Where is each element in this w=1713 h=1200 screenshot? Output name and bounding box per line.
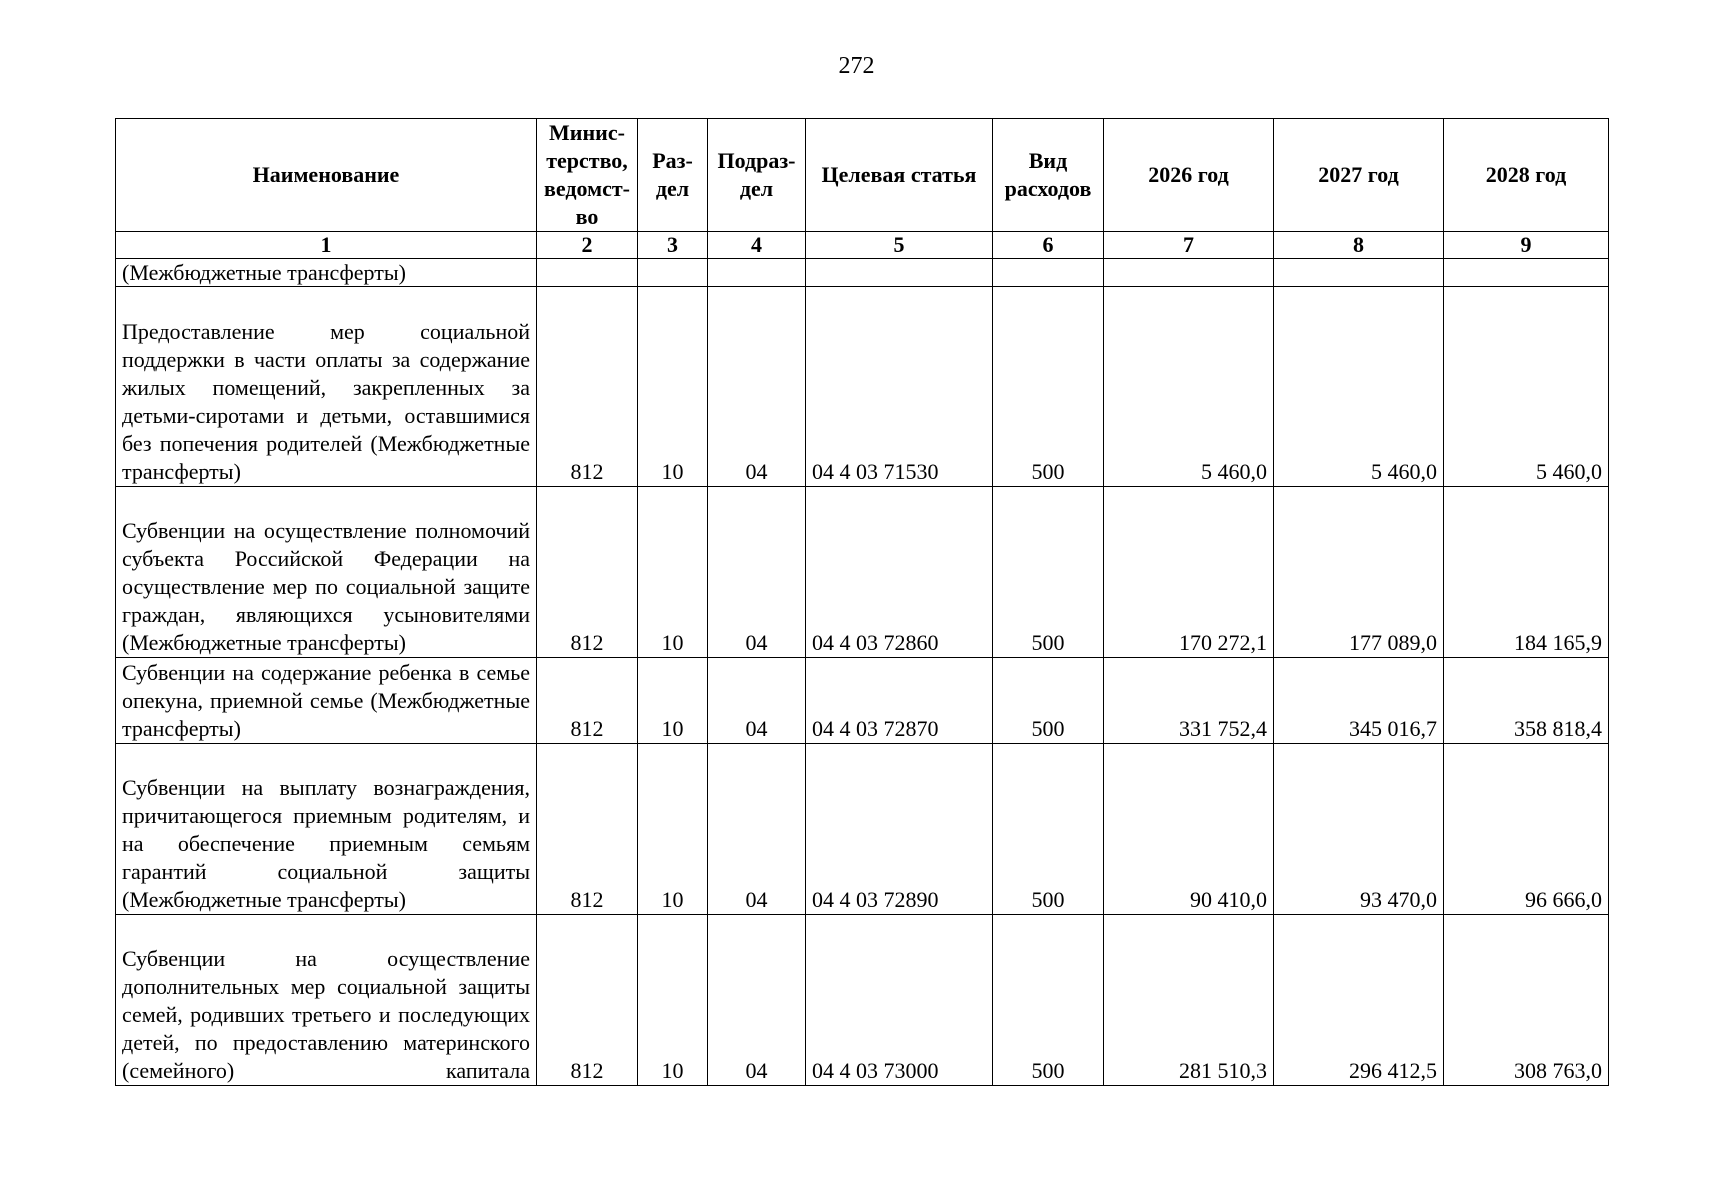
- row-value-2028: [1444, 259, 1609, 287]
- row-value-2026: 281 510,3: [1104, 915, 1274, 1086]
- row-ministry: 812: [537, 487, 638, 658]
- table-row: [116, 744, 1609, 915]
- header-expense-type: Вид расходов: [993, 119, 1104, 232]
- header-target-article: Целевая статья: [806, 119, 993, 232]
- row-subsection: 04: [708, 658, 806, 744]
- table-row: [116, 259, 1609, 287]
- header-year-2028: 2028 год: [1444, 119, 1609, 232]
- row-subsection: [708, 259, 806, 287]
- header-name: Наименование: [116, 119, 537, 232]
- header-row: [116, 119, 1609, 232]
- row-expense-type: 500: [993, 487, 1104, 658]
- row-target-article: 04 4 03 71530: [806, 287, 993, 487]
- row-subsection: 04: [708, 915, 806, 1086]
- table-row: [116, 658, 1609, 744]
- row-name: Субвенции на осуществление полномочий субъекта Российской Федерации на осуществление мер по социальной защите граждан, являющихся усыновителями (Межбюджетные трансферты): [116, 487, 537, 658]
- row-ministry: 812: [537, 287, 638, 487]
- row-section: 10: [638, 487, 708, 658]
- row-section: 10: [638, 915, 708, 1086]
- row-value-2027: 177 089,0: [1274, 487, 1444, 658]
- row-value-2028: 184 165,9: [1444, 487, 1609, 658]
- row-value-2027: 296 412,5: [1274, 915, 1444, 1086]
- column-number: 8: [1274, 232, 1444, 259]
- row-section: 10: [638, 744, 708, 915]
- row-value-2028: 96 666,0: [1444, 744, 1609, 915]
- table-row: [116, 915, 1609, 1086]
- row-name: Предоставление мер социальной поддержки в части оплаты за содержание жилых помещений, закрепленных за детьми-сиротами и детьми, оставшимися без попечения родителей (Межбюджетные трансферты): [116, 287, 537, 487]
- budget-table: [115, 118, 1609, 1086]
- row-expense-type: 500: [993, 915, 1104, 1086]
- table-row: [116, 487, 1609, 658]
- row-ministry: [537, 259, 638, 287]
- row-expense-type: 500: [993, 287, 1104, 487]
- column-number: 3: [638, 232, 708, 259]
- row-target-article: 04 4 03 72890: [806, 744, 993, 915]
- row-section: 10: [638, 658, 708, 744]
- row-value-2027: 345 016,7: [1274, 658, 1444, 744]
- header-ministry: Минис-терство, ведомст-во: [537, 119, 638, 232]
- row-value-2026: 331 752,4: [1104, 658, 1274, 744]
- row-expense-type: 500: [993, 744, 1104, 915]
- row-value-2027: 93 470,0: [1274, 744, 1444, 915]
- row-subsection: 04: [708, 744, 806, 915]
- row-ministry: 812: [537, 915, 638, 1086]
- column-number-row: [116, 232, 1609, 259]
- row-expense-type: 500: [993, 658, 1104, 744]
- row-ministry: 812: [537, 658, 638, 744]
- column-number: 6: [993, 232, 1104, 259]
- row-subsection: 04: [708, 487, 806, 658]
- column-number: 5: [806, 232, 993, 259]
- row-target-article: 04 4 03 72860: [806, 487, 993, 658]
- table-row: [116, 287, 1609, 487]
- header-year-2026: 2026 год: [1104, 119, 1274, 232]
- row-section: [638, 259, 708, 287]
- column-number: 2: [537, 232, 638, 259]
- row-section: 10: [638, 287, 708, 487]
- row-name: (Межбюджетные трансферты): [116, 259, 537, 287]
- row-value-2028: 308 763,0: [1444, 915, 1609, 1086]
- row-target-article: 04 4 03 73000: [806, 915, 993, 1086]
- row-value-2026: 170 272,1: [1104, 487, 1274, 658]
- row-name: Субвенции на содержание ребенка в семье опекуна, приемной семье (Межбюджетные трансферты): [116, 658, 537, 744]
- row-subsection: 04: [708, 287, 806, 487]
- row-value-2027: [1274, 259, 1444, 287]
- column-number: 7: [1104, 232, 1274, 259]
- row-name: Субвенции на осуществление дополнительных мер социальной защиты семей, родивших третьего и последующих детей, по предоставлению материнского (семейного) капитала: [116, 915, 537, 1086]
- row-value-2026: 5 460,0: [1104, 287, 1274, 487]
- header-section: Раз-дел: [638, 119, 708, 232]
- row-value-2027: 5 460,0: [1274, 287, 1444, 487]
- row-value-2028: 358 818,4: [1444, 658, 1609, 744]
- column-number: 4: [708, 232, 806, 259]
- page-number: 272: [838, 53, 875, 79]
- header-subsection: Подраз-дел: [708, 119, 806, 232]
- row-ministry: 812: [537, 744, 638, 915]
- row-target-article: 04 4 03 72870: [806, 658, 993, 744]
- row-name: Субвенции на выплату вознаграждения, причитающегося приемным родителям, и на обеспечение приемным семьям гарантий социальной защиты (Межбюджетные трансферты): [116, 744, 537, 915]
- column-number: 9: [1444, 232, 1609, 259]
- column-number: 1: [116, 232, 537, 259]
- row-value-2028: 5 460,0: [1444, 287, 1609, 487]
- row-value-2026: 90 410,0: [1104, 744, 1274, 915]
- row-expense-type: [993, 259, 1104, 287]
- header-year-2027: 2027 год: [1274, 119, 1444, 232]
- row-value-2026: [1104, 259, 1274, 287]
- row-target-article: [806, 259, 993, 287]
